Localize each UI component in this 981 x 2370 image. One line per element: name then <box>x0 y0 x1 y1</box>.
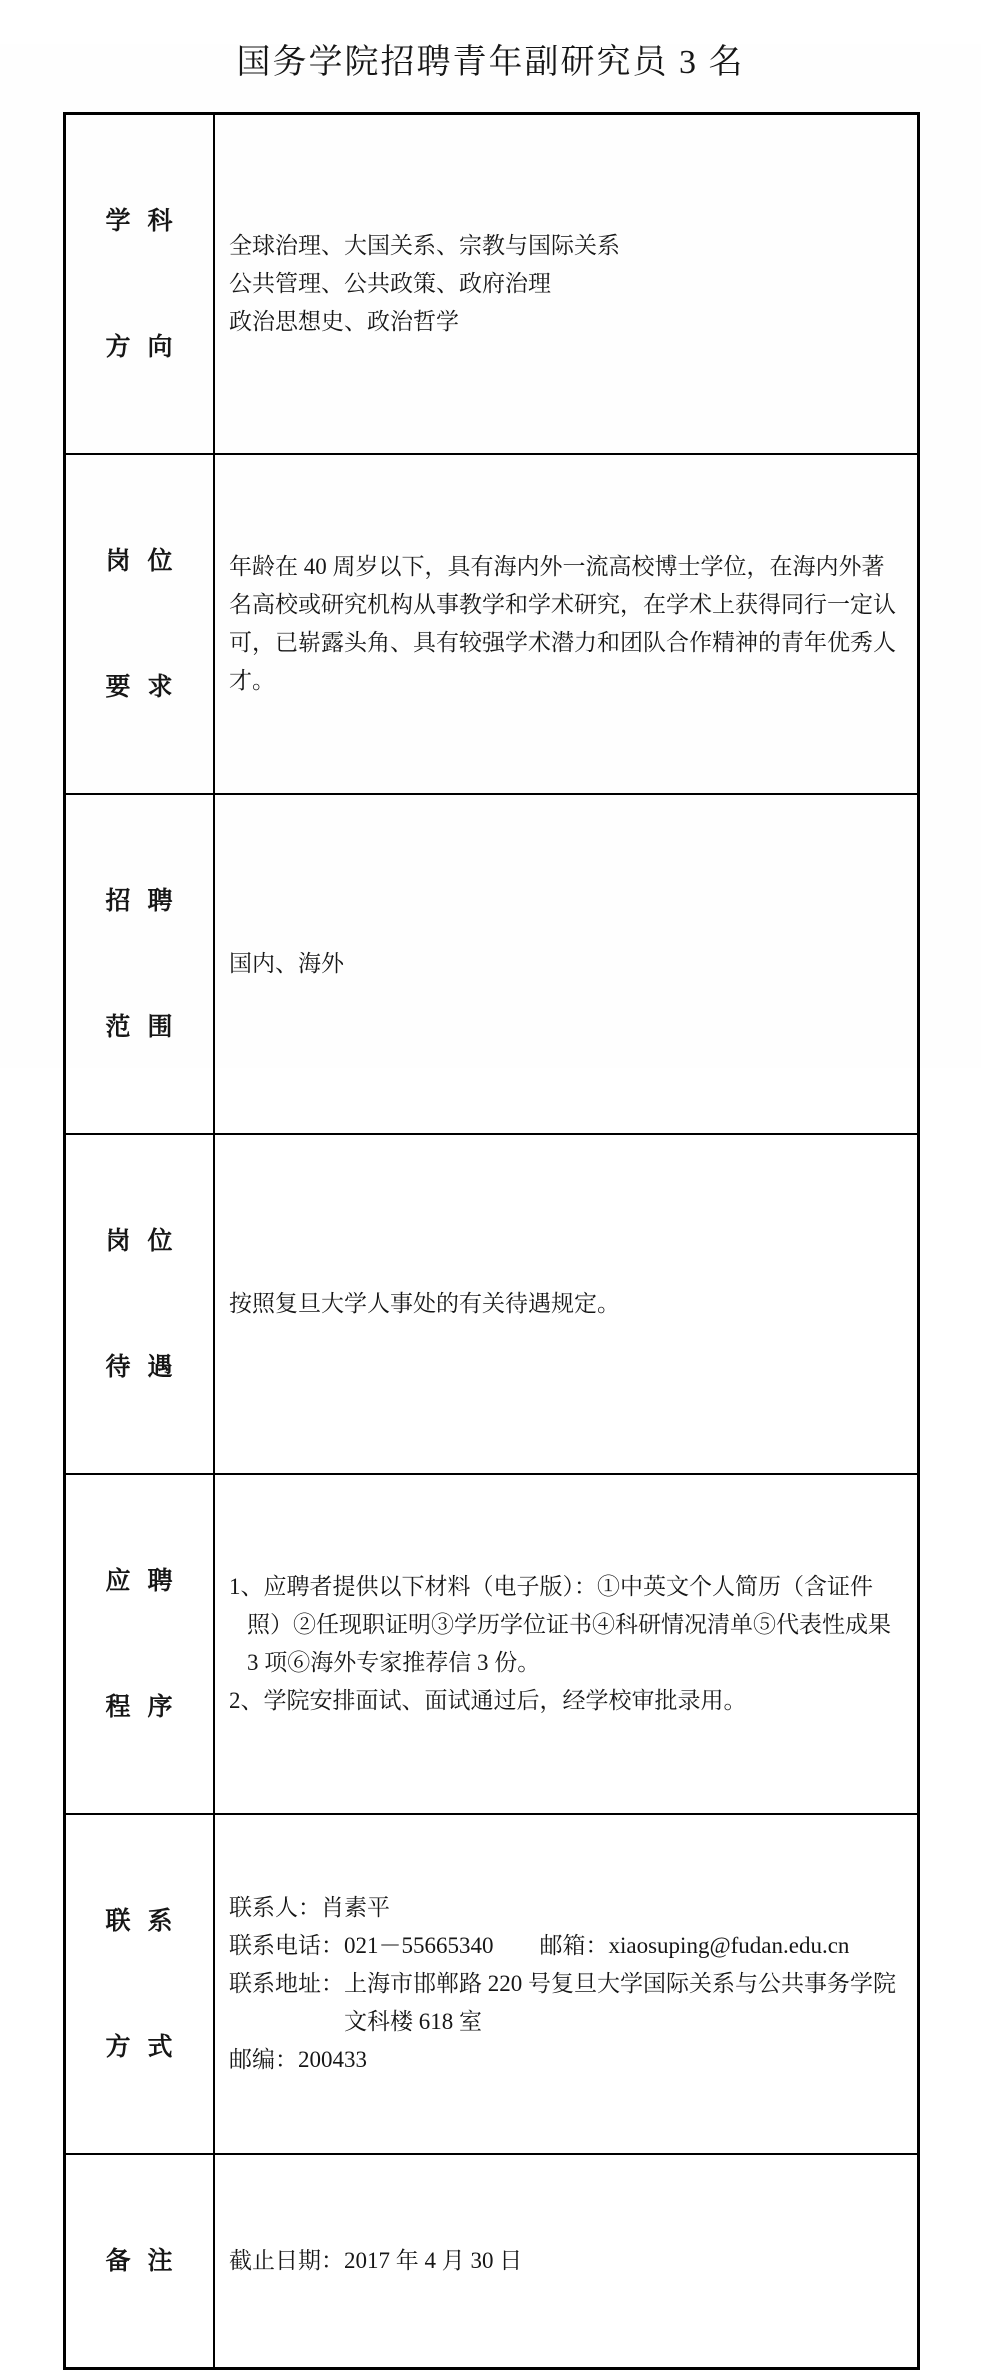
row-recruitment-scope <box>65 794 919 1134</box>
row-header-label <box>65 114 215 455</box>
row-label-line: 岗 位 <box>105 1227 174 1255</box>
row-label-line: 学 科 <box>105 207 174 235</box>
row-header-label <box>65 1134 215 1474</box>
procedure-item: 2、学院安排面试、面试通过后，经学校审批录用。 <box>229 1688 747 1713</box>
recruitment-table <box>63 112 920 2370</box>
content-line: 全球治理、大国关系、宗教与国际关系 <box>229 233 620 258</box>
row-header-label <box>65 454 215 794</box>
row-label-line: 待 遇 <box>105 1353 174 1381</box>
row-label-line: 方 式 <box>105 2033 174 2061</box>
row-label-line: 程 序 <box>105 1693 174 1721</box>
row-label-line: 岗 位 <box>105 547 174 575</box>
document-page <box>0 44 981 2275</box>
content-line: 政治思想史、政治哲学 <box>229 309 459 334</box>
content-line: 公共管理、公共政策、政府治理 <box>229 271 551 296</box>
row-header-label <box>65 794 215 1134</box>
row-header-label <box>65 1474 215 1814</box>
contact-address: 联系地址：上海市邯郸路 220 号复旦大学国际关系与公共事务学院文科楼 618 室 <box>229 1971 896 2034</box>
row-content <box>214 2154 919 2369</box>
row-remarks <box>65 2154 919 2369</box>
row-application-procedure <box>65 1474 919 1814</box>
page-title: 国务学院招聘青年副研究员 3 名 <box>236 44 745 81</box>
row-content <box>214 114 919 455</box>
content-line: 国内、海外 <box>229 951 344 976</box>
postal-code: 邮编：200433 <box>229 2047 367 2072</box>
row-content <box>214 1814 919 2154</box>
row-label-line: 方 向 <box>105 333 174 361</box>
row-label-line: 应 聘 <box>105 1567 174 1595</box>
row-content <box>214 1474 919 1814</box>
content-paragraph: 年龄在 40 周岁以下，具有海内外一流高校博士学位，在海内外著名高校或研究机构从事教学和学术研究，在学术上获得同行一定认可，已崭露头角、具有较强学术潜力和团队合作精神的青年优秀人才。 <box>229 554 896 693</box>
row-position-treatment <box>65 1134 919 1474</box>
content-line: 按照复旦大学人事处的有关待遇规定。 <box>229 1291 620 1316</box>
row-header-label <box>65 2154 215 2369</box>
row-label-line: 招 聘 <box>105 887 174 915</box>
row-content <box>214 454 919 794</box>
deadline-text: 截止日期：2017 年 4 月 30 日 <box>229 2248 523 2273</box>
row-label-line: 联 系 <box>105 1907 174 1935</box>
row-content <box>214 1134 919 1474</box>
row-content <box>214 794 919 1134</box>
contact-person: 联系人：肖素平 <box>229 1895 390 1920</box>
row-label-line: 备 注 <box>105 2247 174 2275</box>
row-label-line: 要 求 <box>105 673 174 701</box>
procedure-item: 1、应聘者提供以下材料（电子版）：①中英文个人简历（含证件照）②任现职证明③学历学位证书④科研情况清单⑤代表性成果 3 项⑥海外专家推荐信 3 份。 <box>229 1574 891 1675</box>
contact-phone-email: 联系电话：021－55665340 邮箱：xiaosuping@fudan.edu.cn <box>229 1933 850 1958</box>
row-header-label <box>65 1814 215 2154</box>
row-contact-info <box>65 1814 919 2154</box>
row-subject-direction <box>65 114 919 455</box>
row-position-requirements <box>65 454 919 794</box>
row-label-line: 范 围 <box>105 1013 174 1041</box>
